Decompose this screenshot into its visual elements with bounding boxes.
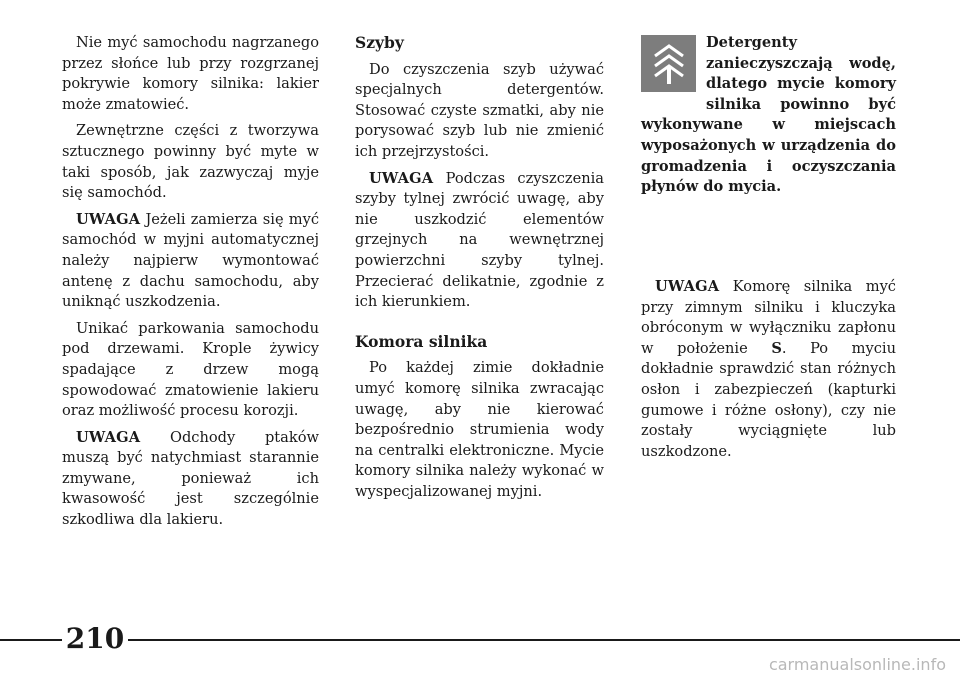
page-number: 210 [65, 622, 125, 655]
environment-warning [641, 33, 896, 198]
column-left [62, 33, 319, 537]
watermark: carmanualsonline.info [768, 655, 946, 674]
paragraph-bird-droppings-note [62, 428, 319, 531]
note-label: UWAGA [369, 169, 434, 187]
ignition-position-key: S [771, 339, 782, 357]
column-right [641, 33, 896, 460]
paragraph-car-wash-note [62, 210, 319, 313]
footer-rule-right [128, 639, 960, 641]
paragraph-trees: Unikać parkowania samochodu pod drzewami. Krople żywicy spadające z drzew mogą spowodować zmatowienie lakieru oraz możliwość procesu korozji. [62, 319, 319, 420]
paragraph-window-cleaning: Do czyszczenia szyb używać specjalnych detergentów. Stosować czyste szmatki, aby nie porysować szyb lub nie zmienić ich przejrzystości. [355, 60, 604, 160]
note-text-pre: Komorę silnika myć przy zimnym silniku i kluczyka obróconym w wyłączniku zapłonu w położenie [641, 278, 896, 357]
note-label: UWAGA [655, 278, 720, 295]
footer-rule-left [0, 639, 62, 641]
paragraph-engine-wash: Po każdej zimie dokładnie umyć komorę silnika zwracając uwagę, aby nie kierować bezpośrednio strumienia wody na centralki elektroniczne. Mycie komory silnika należy wykonać w wyspecjalizowanej myjni. [355, 359, 604, 500]
note-text: Podczas czyszczenia szyby tylnej zwrócić uwagę, aby nie uszkodzić elementów grzejnych na wewnętrznej powierzchni szyby tylnej. Przecierać delikatnie, zgodnie z ich kierunkiem. [355, 169, 604, 311]
paragraph-hot-car: Nie myć samochodu nagrzanego przez słońce lub przy rozgrzanej pokrywie komory silnika: lakier może zmatowieć. [62, 34, 319, 113]
environment-warning-text: Detergenty zanieczyszczają wodę, dlatego mycie komory silnika powinno być wykonywane w miejscach wyposażonych w urządzenia do gromadzenia i oczyszczania płynów do mycia. [641, 34, 896, 196]
note-label: UWAGA [76, 210, 141, 228]
page-footer [0, 622, 960, 658]
note-text: Odchody ptaków muszą być natychmiast starannie zmywane, ponieważ ich kwasowość jest szczególnie szkodliwa dla lakieru. [62, 428, 319, 529]
engine-wash-note [641, 277, 896, 462]
note-label: UWAGA [76, 428, 141, 446]
environment-tree-icon [641, 35, 696, 92]
note-text-post: . Po myciu dokładnie sprawdzić stan różnych osłon i zabezpieczeń (kapturki gumowe i różne osłony), czy nie zostały wyciągnięte lub uszkodzone. [641, 339, 896, 460]
column-middle [355, 33, 604, 508]
paragraph-rear-window-note [355, 169, 604, 313]
paragraph-plastic-parts: Zewnętrzne części z tworzywa sztucznego powinny być myte w taki sposób, jak zazwyczaj myje się samochód. [62, 122, 319, 202]
heading-engine-compartment: Komora silnika [355, 331, 488, 351]
heading-windows: Szyby [355, 33, 404, 52]
note-text: Jeżeli zamierza się myć samochód w myjni automatycznej należy najpierw wymontować antenę z dachu samochodu, aby uniknąć uszkodzenia. [62, 210, 319, 311]
